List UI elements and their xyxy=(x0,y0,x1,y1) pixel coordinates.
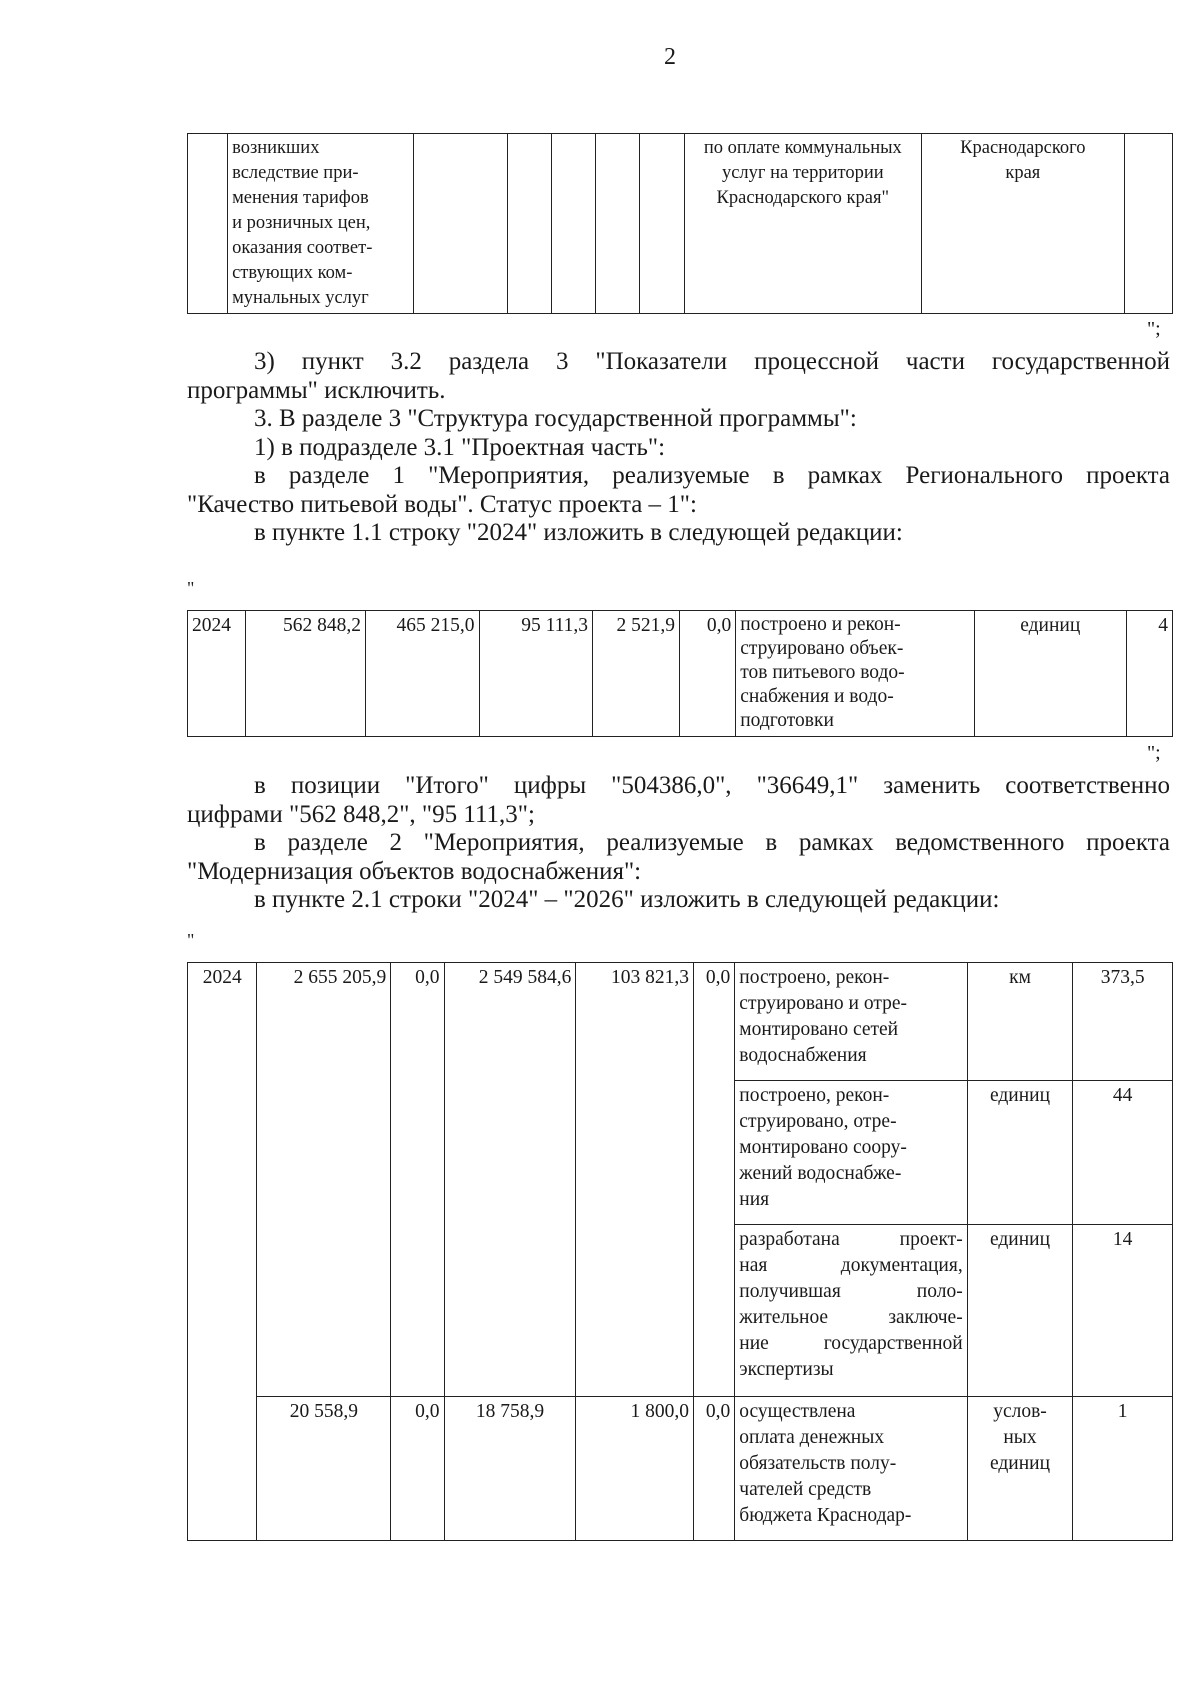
paragraph-section-2-line1: в разделе 2 "Мероприятия, реализуемые в рамках ведомственного проекта xyxy=(254,829,1170,856)
table3-value-documentation: 14 xyxy=(1073,1225,1173,1397)
table3-value-obligations: 1 xyxy=(1073,1397,1173,1541)
table3-unit-facilities: единиц xyxy=(967,1081,1073,1225)
table3-row1-total: 2 655 205,9 xyxy=(257,963,391,1397)
table3-year: 2024 xyxy=(188,963,257,1541)
table1-cell-empty xyxy=(596,134,640,314)
paragraph-section-3: 3. В разделе 3 "Структура государственной программы": xyxy=(254,405,857,432)
table-continuation xyxy=(187,133,1173,314)
table3-row2-regional: 18 758,9 xyxy=(444,1397,576,1541)
table2-total: 562 848,2 xyxy=(246,611,366,737)
table1-cell-reason: возникших вследствие при- менения тарифов и розничных цен, оказания соответ- ствующих ком- мунальных услуг xyxy=(228,134,414,314)
table3-row2-other: 0,0 xyxy=(694,1397,735,1541)
table2-federal: 465 215,0 xyxy=(365,611,479,737)
table3-unit-km: км xyxy=(967,963,1073,1081)
table1-cell-empty xyxy=(507,134,551,314)
table1-cell-empty xyxy=(1124,134,1172,314)
paragraph-section-1-line1: в разделе 1 "Мероприятия, реализуемые в рамках Регионального проекта xyxy=(254,462,1170,489)
table2-value: 4 xyxy=(1126,611,1172,737)
paragraph-3-2-line2: программы" исключить. xyxy=(187,376,446,404)
table-departmental-2024 xyxy=(187,962,1173,1541)
table-project-2024 xyxy=(187,610,1173,737)
table3-row1-regional: 2 549 584,6 xyxy=(444,963,576,1397)
table3-row1-local: 103 821,3 xyxy=(576,963,694,1397)
table3-unit-conditional: услов- ных единиц xyxy=(967,1397,1073,1541)
paragraph-section-2-line2: "Модернизация объектов водоснабжения": xyxy=(187,857,642,885)
table3-indicator-networks: построено, рекон- струировано и отре- монтировано сетей водоснабжения xyxy=(735,963,967,1081)
table3-indicator-obligations: осуществлена оплата денежных обязательств полу- чателей средств бюджета Краснодар- xyxy=(735,1397,967,1541)
table3-indicator-facilities: построено, рекон- струировано, отре- монтировано соору- жений водоснабже- ния xyxy=(735,1081,967,1225)
text-block-1 xyxy=(187,348,1170,548)
text-block-2 xyxy=(187,772,1170,915)
table3-value-networks: 373,5 xyxy=(1073,963,1173,1081)
table1-cell-empty xyxy=(551,134,595,314)
opening-quote-1: " xyxy=(187,578,195,598)
table1-cell-empty xyxy=(414,134,508,314)
table3-row2-local: 1 800,0 xyxy=(576,1397,694,1541)
opening-quote-2: " xyxy=(187,930,195,950)
page-number: 2 xyxy=(664,44,676,70)
paragraph-3-2-line1: 3) пункт 3.2 раздела 3 "Показатели процессной части государственной xyxy=(254,348,1170,375)
table3-row2-total: 20 558,9 xyxy=(257,1397,391,1541)
table2-year: 2024 xyxy=(188,611,246,737)
table2-other: 0,0 xyxy=(679,611,735,737)
paragraph-section-1-line2: "Качество питьевой воды". Статус проекта – 1": xyxy=(187,490,697,518)
paragraph-subsection-3-1: 1) в подразделе 3.1 "Проектная часть": xyxy=(254,433,666,461)
table1-cell-empty xyxy=(640,134,684,314)
paragraph-point-2-1: в пункте 2.1 строки "2024" – "2026" изложить в следующей редакции: xyxy=(254,886,1000,913)
paragraph-itogo-line2: цифрами "562 848,2", "95 111,3"; xyxy=(187,800,535,828)
table3-row1-other: 0,0 xyxy=(694,963,735,1397)
table2-indicator: построено и рекон- струировано объек- тов питьевого водо- снабжения и водо- подготовки xyxy=(736,611,974,737)
paragraph-itogo-line1: в позиции "Итого" цифры "504386,0", "36649,1" заменить соответственно xyxy=(254,772,1170,799)
closing-quote-1: "; xyxy=(1147,318,1161,340)
table3-row1-federal: 0,0 xyxy=(391,963,444,1397)
paragraph-point-1-1: в пункте 1.1 строку "2024" изложить в следующей редакции: xyxy=(254,519,903,546)
table3-row2-federal: 0,0 xyxy=(391,1397,444,1541)
table3-indicator-documentation: разработана проект- ная документация, получившая поло- жительное заключе- ние государственной экспертизы xyxy=(735,1225,967,1397)
table2-unit: единиц xyxy=(974,611,1126,737)
table3-value-facilities: 44 xyxy=(1073,1081,1173,1225)
table3-unit-documentation: единиц xyxy=(967,1225,1073,1397)
closing-quote-2: "; xyxy=(1147,742,1161,764)
table1-cell-empty xyxy=(188,134,228,314)
table1-cell-region: Краснодарского края xyxy=(922,134,1125,314)
table2-local: 2 521,9 xyxy=(593,611,680,737)
table2-regional: 95 111,3 xyxy=(479,611,593,737)
table1-cell-program: по оплате коммунальных услуг на территории Краснодарского края" xyxy=(684,134,922,314)
